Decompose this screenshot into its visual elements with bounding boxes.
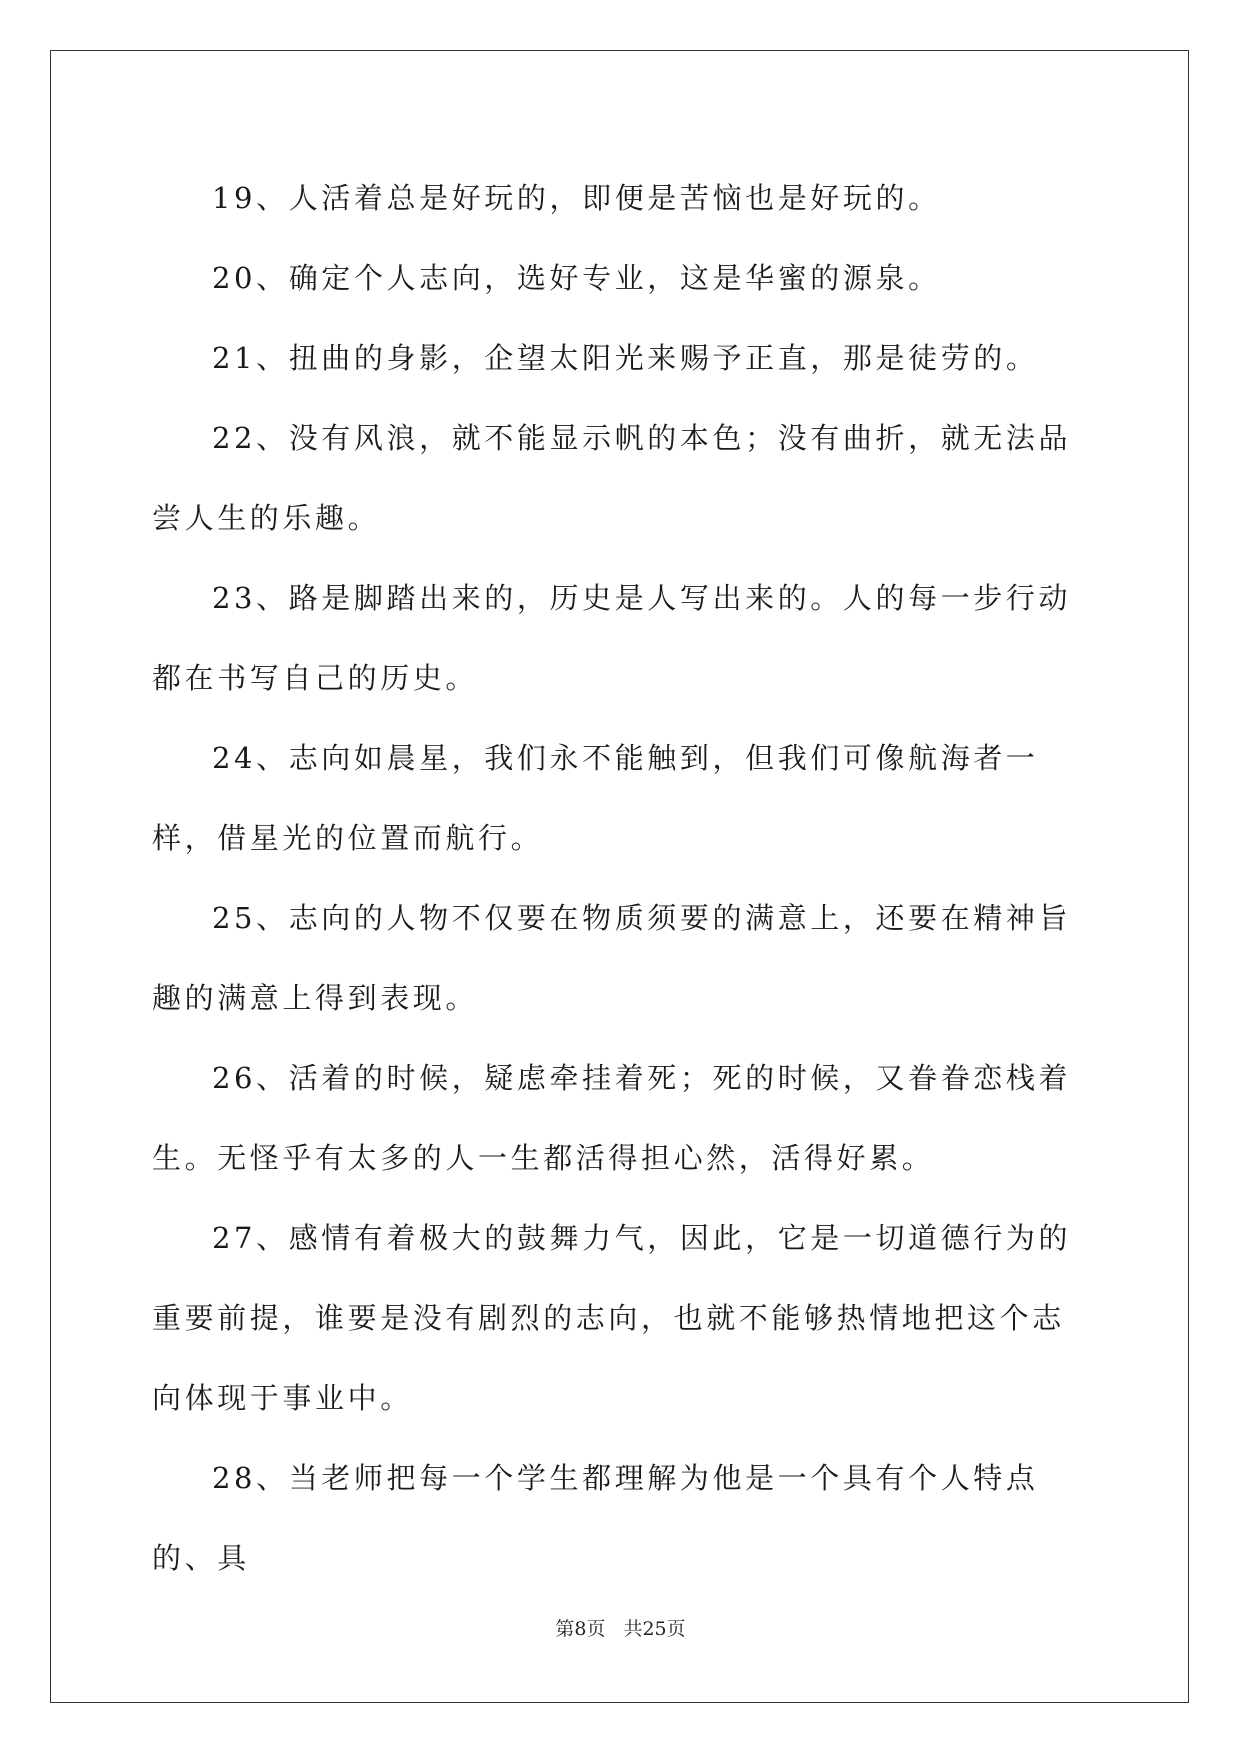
quote-paragraph-22: 22、没有风浪，就不能显示帆的本色；没有曲折，就无法品尝人生的乐趣。	[152, 421, 1072, 535]
quote-paragraph-19: 19、人活着总是好玩的，即便是苦恼也是好玩的。	[212, 181, 941, 215]
quote-paragraph-25: 25、志向的人物不仅要在物质须要的满意上，还要在精神旨趣的满意上得到表现。	[152, 901, 1072, 1015]
quote-paragraph-23: 23、路是脚踏出来的，历史是人写出来的。人的每一步行动都在书写自己的历史。	[152, 581, 1072, 695]
quote-paragraph-27: 27、感情有着极大的鼓舞力气，因此，它是一切道德行为的重要前提，谁要是没有剧烈的志向，也就不能够热情地把这个志向体现于事业中。	[152, 1221, 1072, 1415]
quote-paragraph-24: 24、志向如晨星，我们永不能触到，但我们可像航海者一样，借星光的位置而航行。	[152, 741, 1039, 855]
document-body	[152, 158, 1090, 1598]
quote-paragraph-26: 26、活着的时候，疑虑牵挂着死；死的时候，又眷眷恋栈着生。无怪乎有太多的人一生都活得担心然，活得好累。	[152, 1061, 1072, 1175]
page-footer	[0, 1614, 1241, 1641]
total-pages: 共25页	[623, 1618, 686, 1640]
page-number: 第8页	[555, 1618, 606, 1640]
quote-paragraph-20: 20、确定个人志向，选好专业，这是华蜜的源泉。	[212, 261, 941, 295]
quote-paragraph-28: 28、当老师把每一个学生都理解为他是一个具有个人特点的、具	[152, 1461, 1039, 1575]
quote-paragraph-21: 21、扭曲的身影，企望太阳光来赐予正直，那是徒劳的。	[212, 341, 1039, 375]
